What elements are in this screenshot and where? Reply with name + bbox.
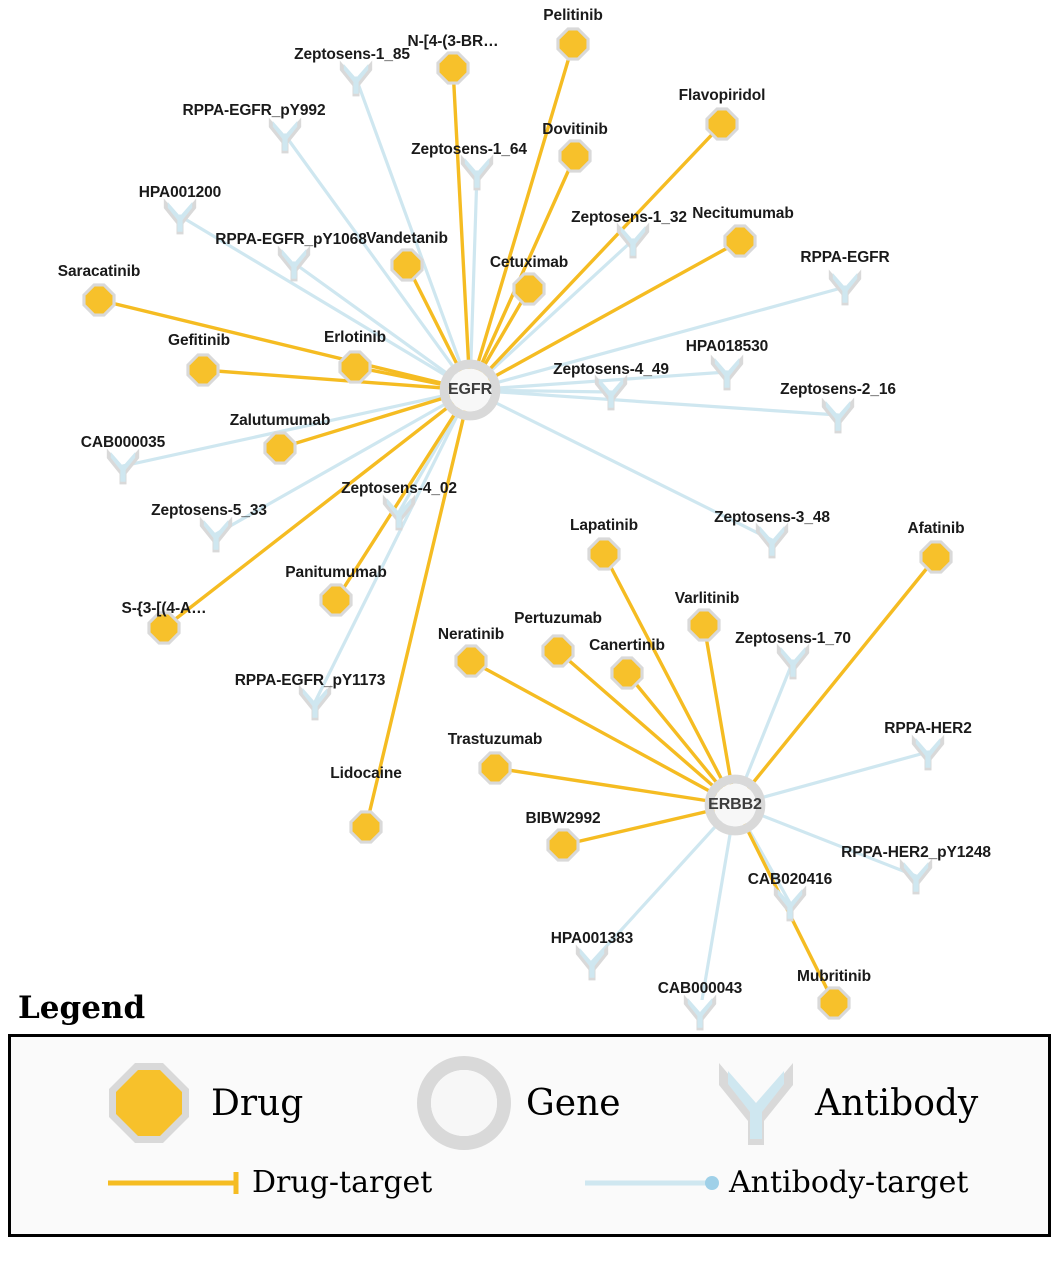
legend [8, 990, 1051, 1237]
antibody-node[interactable] [818, 394, 858, 436]
edge [735, 557, 936, 805]
node-label: Neratinib [437, 626, 505, 643]
drug-node[interactable] [434, 49, 472, 87]
node-label: CAB000035 [80, 434, 166, 451]
node-label: Cetuximab [489, 254, 569, 271]
drug-node[interactable] [336, 348, 374, 386]
legend-label-antibody-target: Antibody-target [729, 1165, 969, 1200]
drug-node[interactable] [554, 25, 592, 63]
drug-node[interactable] [721, 222, 759, 260]
node-label: N-[4-(3-BR… [407, 33, 499, 50]
drug-target-edge-icon [106, 1168, 246, 1198]
node-label: Lidocaine [330, 765, 402, 782]
node-label: Zeptosens-4_49 [553, 361, 669, 378]
drug-icon [101, 1055, 197, 1151]
node-label: ERBB2 [708, 796, 762, 813]
node-label: Zalutumumab [229, 412, 331, 429]
node-label: Panitumumab [285, 564, 387, 581]
node-label: HPA001383 [550, 930, 634, 947]
drug-node[interactable] [317, 581, 355, 619]
drug-node[interactable] [388, 246, 426, 284]
legend-label-gene: Gene [526, 1082, 621, 1124]
legend-label-drug: Drug [211, 1082, 304, 1124]
node-label: Lapatinib [570, 517, 638, 534]
legend-title: Legend [18, 990, 146, 1026]
node-label: CAB020416 [747, 871, 833, 888]
node-label: Zeptosens-5_33 [151, 502, 267, 519]
gene-icon [416, 1055, 512, 1151]
node-label: RPPA-EGFR_pY992 [182, 102, 326, 119]
node-label: Trastuzumab [447, 731, 543, 748]
node-label: Vandetanib [366, 230, 448, 247]
node-label: Varlitinib [674, 590, 740, 607]
node-label: HPA001200 [138, 184, 222, 201]
drug-node[interactable] [556, 137, 594, 175]
drug-node[interactable] [585, 535, 623, 573]
node-label: Necitumumab [692, 205, 794, 222]
antibody-node[interactable] [265, 114, 305, 156]
node-label: Pertuzumab [514, 610, 602, 627]
node-label: Zeptosens-1_70 [735, 630, 851, 647]
antibody-node[interactable] [825, 266, 865, 308]
node-label: CAB000043 [657, 980, 743, 997]
legend-item-drug-target [106, 1165, 432, 1200]
node-label: Zeptosens-3_48 [714, 509, 830, 526]
node-label: Canertinib [589, 637, 665, 654]
edge [315, 390, 470, 702]
node-label: RPPA-EGFR_pY1068 [215, 231, 367, 248]
drug-node[interactable] [261, 429, 299, 467]
node-label: Erlotinib [324, 329, 386, 346]
node-label: Zeptosens-2_16 [780, 381, 896, 398]
node-label: RPPA-EGFR [800, 249, 890, 266]
drug-node[interactable] [917, 538, 955, 576]
node-label: RPPA-HER2_pY1248 [841, 844, 991, 861]
antibody-icon [711, 1055, 801, 1151]
node-label: RPPA-EGFR_pY1173 [234, 672, 386, 689]
node-label: Afatinib [907, 520, 965, 537]
drug-node[interactable] [184, 351, 222, 389]
drug-node[interactable] [510, 270, 548, 308]
node-label: Flavopiridol [678, 87, 766, 104]
node-label: HPA018530 [685, 338, 769, 355]
drug-node[interactable] [608, 654, 646, 692]
node-label: Pelitinib [543, 7, 603, 24]
drug-node[interactable] [347, 808, 385, 846]
drug-node[interactable] [544, 826, 582, 864]
legend-box [8, 1034, 1051, 1237]
legend-item-antibody [711, 1055, 978, 1151]
node-label: Dovitinib [542, 121, 608, 138]
drug-node[interactable] [476, 749, 514, 787]
node-label: EGFR [447, 381, 493, 398]
legend-item-drug [101, 1055, 303, 1151]
drug-node[interactable] [452, 642, 490, 680]
node-label: Saracatinib [57, 263, 141, 280]
legend-label-drug-target: Drug-target [252, 1165, 433, 1200]
node-label: Zeptosens-4_02 [341, 480, 457, 497]
node-label: Mubritinib [797, 968, 871, 985]
legend-item-antibody-target [583, 1165, 969, 1200]
legend-item-gene [416, 1055, 621, 1151]
legend-label-antibody: Antibody [815, 1082, 979, 1124]
edge [453, 68, 470, 390]
node-label: RPPA-HER2 [884, 720, 972, 737]
antibody-target-edge-icon [583, 1168, 723, 1198]
node-label: Gefitinib [168, 332, 230, 349]
node-label: Zeptosens-1_32 [571, 209, 687, 226]
node-label: S-{3-[(4-A… [121, 600, 207, 617]
edge [470, 172, 477, 390]
node-label: BIBW2992 [525, 810, 601, 827]
node-label: Zeptosens-1_85 [294, 46, 410, 63]
drug-node[interactable] [539, 632, 577, 670]
node-label: Zeptosens-1_64 [411, 141, 527, 158]
drug-node[interactable] [685, 606, 723, 644]
drug-node[interactable] [80, 281, 118, 319]
drug-node[interactable] [703, 105, 741, 143]
antibody-node[interactable] [707, 351, 747, 393]
edge [366, 390, 470, 827]
